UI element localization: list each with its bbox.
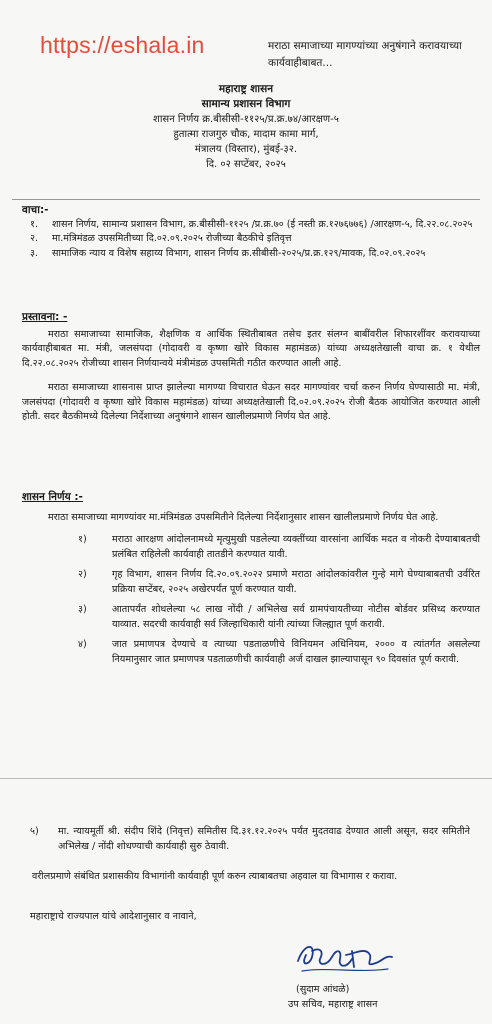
reference-text: मा.मंत्रिमंडळ उपसमितीच्या दि.०२.०९.२०२५ रोजीच्या बैठकीचे इतिवृत्त bbox=[52, 233, 292, 244]
reference-item bbox=[30, 247, 480, 262]
header-department: सामान्य प्रशासन विभाग bbox=[201, 98, 291, 110]
reference-number: २. bbox=[30, 233, 39, 244]
header-gr-number: शासन निर्णय क्र.बीसीसी-११२५/प्र.क्र.७४/आरक्षण-५ bbox=[153, 114, 339, 125]
reference-item bbox=[30, 218, 480, 233]
closing-paragraph: वरीलप्रमाणे संबंधित प्रशासकीय विभागांनी कार्यवाही पूर्ण करुन त्याबाबतचा अहवाल या विभागास र करावा. bbox=[32, 871, 398, 882]
header-address-line1: हुतात्मा राजगुरु चौक, मादाम कामा मार्ग, bbox=[173, 129, 319, 140]
decision-number: १) bbox=[78, 534, 87, 545]
decision-item bbox=[78, 533, 480, 562]
decision-text: गृह विभाग, शासन निर्णय दि.२०.०९.२०२२ प्रमाणे मराठा आंदोलकांवरील गुन्हे मागे घेण्याबाबतची उर्वरित प्रक्रिया सप्टेंबर, २०२५ अखेरपर्यंत पूर्ण करण्यात यावी. bbox=[112, 569, 480, 595]
preamble-section bbox=[22, 310, 480, 425]
decision-label: शासन निर्णय :- bbox=[22, 491, 83, 503]
preamble-paragraph: मराठा समाजाच्या शासनास प्राप्त झालेल्या मागण्या विचारात घेऊन सदर मागण्यांवर चर्चा करुन निर्णय घेण्यासाठी मा. मंत्री, जलसंपदा (गोदावरी व कृष्णा खोरे विकास महामंडळ) यांच्या अध्यक्षतेखाली दि.०२.०९.२०२५ रोजी बैठक आयोजित करण्यात आली होती. सदर बैठकीमध्ये दिलेल्या निर्देशाच्या अनुषंगाने शासन खालीलप्रमाणे निर्णय घेत आहे. bbox=[22, 382, 480, 422]
signatory-name: (सुदाम आंधळे) bbox=[296, 984, 350, 995]
decision-number: २) bbox=[78, 569, 87, 580]
closing-order: महाराष्ट्राचे राज्यपाल यांचे आदेशानुसार व नावाने, bbox=[30, 911, 197, 922]
references-section bbox=[22, 203, 480, 261]
reference-text: सामाजिक न्याय व विशेष सहाय्य विभाग, शासन निर्णय क्र.सीबीसी-२०२५/प्र.क्र.१२९/मावक, दि.०२.०९.२०२५ bbox=[52, 247, 426, 259]
header-divider bbox=[12, 199, 480, 200]
header-government: महाराष्ट्र शासन bbox=[218, 83, 274, 95]
preamble-label: प्रस्तावना: - bbox=[22, 311, 68, 323]
decision-item bbox=[78, 638, 480, 667]
decision-text: मराठा आरक्षण आंदोलनामध्ये मृत्युमुखी पडलेल्या व्यक्तींच्या वारसांना आर्थिक मदत व नोकरी देण्याबाबतची प्रलंबित राहिलेली कार्यवाही तातडीने करण्यात यावी. bbox=[112, 534, 480, 560]
reference-text: शासन निर्णय, सामान्य प्रशासन विभाग, क्र.बीसीसी-११२५ /प्र.क्र.७० (ई नस्ती क्र.१२७६७७६) /आरक्षण-५, दि.२२.०८.२०२५ bbox=[52, 218, 473, 230]
decision-item-5 bbox=[30, 825, 470, 854]
document-subject: मराठा समाजाच्या मागण्यांच्या अनुषंगाने करावयाच्या कार्यवाहीबाबत... bbox=[268, 40, 462, 69]
decision-section bbox=[22, 490, 480, 667]
header-date: दि. ०२ सप्टेंबर, २०२५ bbox=[206, 159, 286, 170]
signature-block bbox=[288, 937, 400, 1012]
reference-item bbox=[30, 232, 480, 247]
decision-number: ५) bbox=[30, 826, 39, 837]
decision-intro: मराठा समाजाच्या मागण्यांवर मा.मंत्रिमंडळ उपसमितीने दिलेल्या निर्देशानुसार शासन खालीलप्रमाणे निर्णय घेत आहे. bbox=[48, 511, 439, 523]
header-address-line2: मंत्रालय (विस्तार), मुंबई-३२. bbox=[194, 144, 298, 155]
decision-text: आतापर्यंत शोधलेल्या ५८ लाख नोंदी / अभिलेख सर्व ग्रामपंचायतीच्या नोटीस बोर्डवर प्रसिध्द करण्यात याव्यात. सदरची कार्यवाही सर्व जिल्हाधिकारी यांनी त्यांच्या जिल्ह्यात पूर्ण करावी. bbox=[112, 604, 480, 630]
signature-icon bbox=[288, 937, 400, 979]
decision-item bbox=[78, 568, 480, 597]
decision-number: ४) bbox=[78, 639, 87, 650]
reference-number: १. bbox=[30, 218, 39, 230]
decision-text: जात प्रमाणपत्र देण्याचे व त्याच्या पडताळणीचे विनियमन अधिनियम, २००० व त्यांतर्गत असलेल्या नियमानुसार जात प्रमाणपत्र पडताळणीची कार्यवाही अर्ज दाखल झाल्यापासून ९० दिवसांत पूर्ण करावी. bbox=[112, 639, 480, 665]
references-label: वाचा:- bbox=[22, 204, 49, 216]
signatory-title: उप सचिव, महाराष्ट्र शासन bbox=[288, 998, 378, 1010]
preamble-paragraph: मराठा समाजाच्या सामाजिक, शैक्षणिक व आर्थिक स्थितीबाबत तसेच इतर संलग्न बाबींवरील शिफारशींवर करावयाच्या कार्यवाहीबाबत मा. मंत्री, जलसंपदा (गोदावरी व कृष्णा खोरे विकास महामंडळ) यांच्या अध्यक्षतेखाली वाचा क्र. १ येथील दि.२२.०८.२०२५ रोजीच्या शासन निर्णयान्वये मंत्रीमंडळ उपसमिती गठीत करण्यात आली आहे. bbox=[22, 328, 480, 369]
decision-number: ३) bbox=[78, 604, 87, 615]
decision-item bbox=[78, 603, 480, 632]
watermark-url: https://eshala.in bbox=[40, 32, 205, 58]
decision-text: मा. न्यायमूर्ती श्री. संदीप शिंदे (निवृत्त) समितीस दि.३१.१२.२०२५ पर्यंत मुदतवाढ देण्यात आली असून, सदर समितीने अभिलेख / नोंदी शोधण्याची कार्यवाही सुरु ठेवावी. bbox=[58, 826, 470, 852]
reference-number: ३. bbox=[30, 247, 39, 259]
page-break-divider bbox=[0, 778, 492, 779]
document-header bbox=[0, 82, 492, 172]
